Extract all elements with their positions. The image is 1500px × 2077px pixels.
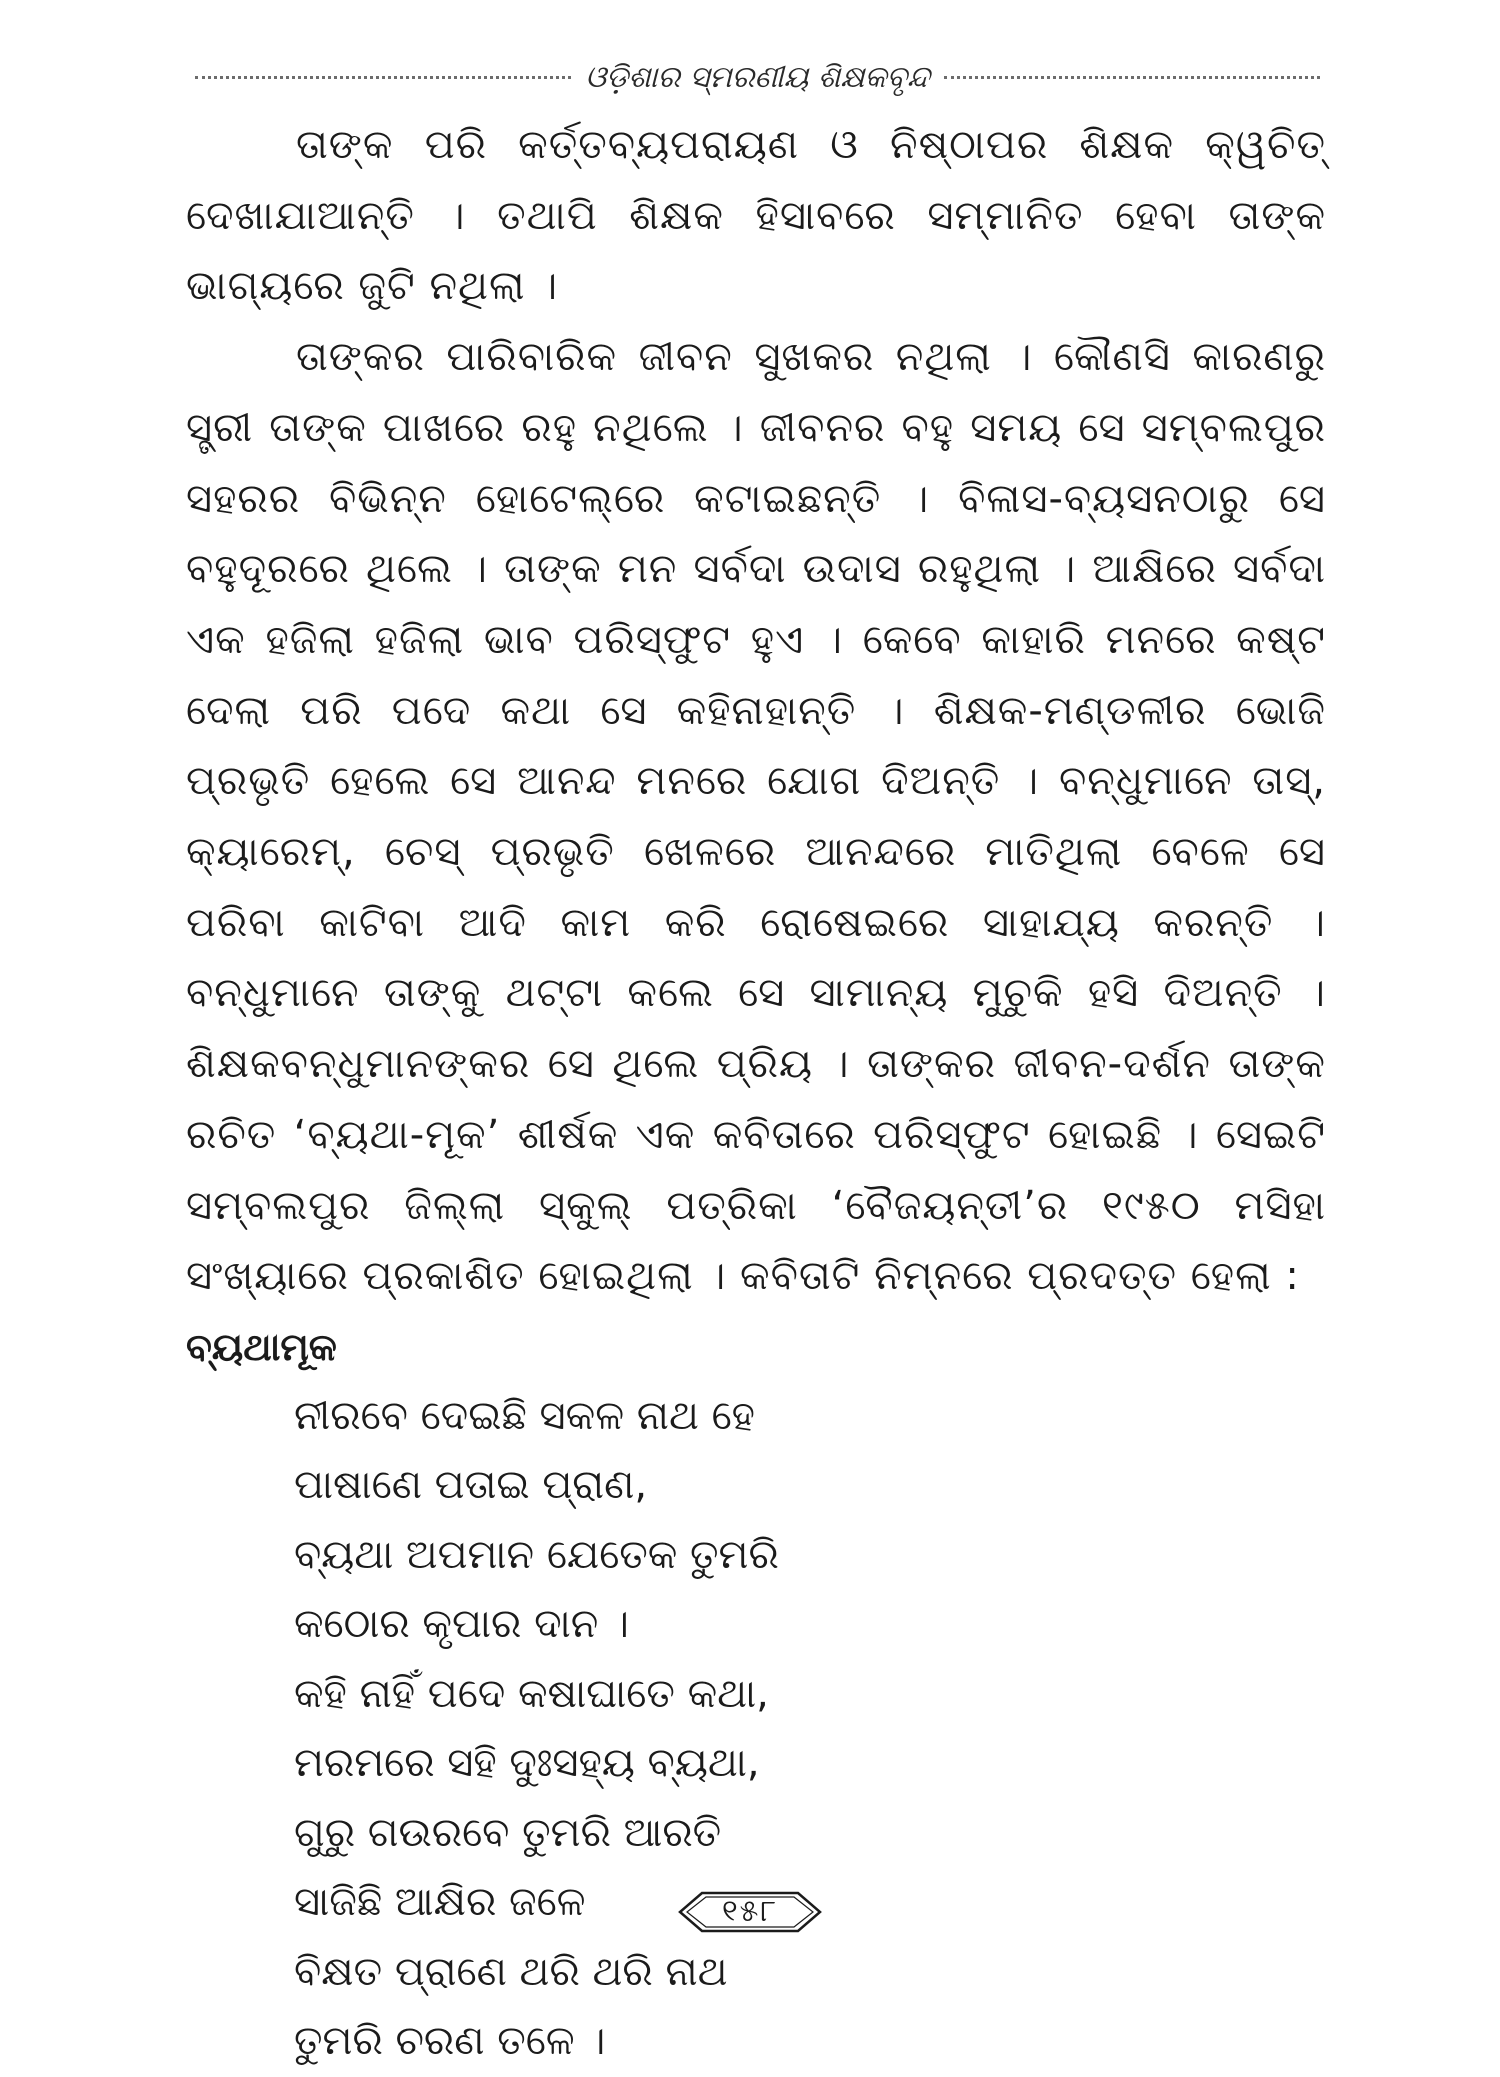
poem: [186, 1382, 1326, 2077]
running-header: [195, 52, 1320, 102]
poem-line: ତୁମରି ଚରଣ ତଳେ ।: [294, 2018, 606, 2065]
paragraph-1: ତାଙ୍କ ପରି କର୍ତ୍ତବ୍ୟପରାୟଣ ଓ ନିଷ୍ଠାପର ଶିକ୍ଷକ କ୍ୱଚିତ୍ ଦେଖାଯାଆନ୍ତି । ତଥାପି ଶିକ୍ଷକ ହିସାବରେ ସମ୍ମାନିତ ହେବା ତାଙ୍କ ଭାଗ୍ୟରେ ଜୁଟି ନଥିଲା ।: [186, 122, 1326, 310]
poem-title: ବ୍ୟଥାମୂକ: [186, 1324, 337, 1369]
poem-line: ବିକ୍ଷତ ପ୍ରାଣେ ଥରି ଥରି ନାଥ: [294, 1948, 728, 1995]
poem-line: କହି ନାହିଁ ପଦେ କଷାଘାତେ କଥା,: [294, 1670, 769, 1717]
running-header-title: ଓଡ଼ିଶାର ସ୍ମରଣୀୟ ଶିକ୍ଷକବୃନ୍ଦ: [585, 59, 930, 95]
poem-line: ଗୁରୁ ଗଉରବେ ତୁମରି ଆରତି: [294, 1809, 722, 1856]
page-number-badge: [676, 1888, 824, 1936]
poem-line: ପାଷାଣେ ପତାଇ ପ୍ରାଣ,: [294, 1462, 648, 1509]
header-rule-right: [944, 76, 1320, 79]
page-number: ୧୫୮: [721, 1894, 778, 1929]
poem-line: ବ୍ୟଥା ଅପମାନ ଯେତେକ ତୁମରି: [294, 1531, 779, 1578]
page-body: [186, 110, 1326, 2077]
poem-line: ନୀରବେ ଦେଇଛି ସକଳ ନାଥ ହେ: [294, 1392, 755, 1439]
paragraph-2: ତାଙ୍କର ପାରିବାରିକ ଜୀବନ ସୁଖକର ନଥିଲା । କୌଣସି କାରଣରୁ ସ୍ତ୍ରୀ ତାଙ୍କ ପାଖରେ ରହୁ ନଥିଲେ । ଜୀବନର ବହୁ ସମୟ ସେ ସମ୍ବଲପୁର ସହରର ବିଭିନ୍ନ ହୋଟେଲ୍‌ରେ କଟାଇଛନ୍ତି । ବିଳାସ-ବ୍ୟସନଠାରୁ ସେ ବହୁଦୂରରେ ଥିଲେ । ତାଙ୍କ ମନ ସର୍ବଦା ଉଦାସ ରହୁଥିଲା । ଆକ୍ଷିରେ ସର୍ବଦା ଏକ ହଜିଲା ହଜିଲା ଭାବ ପରିସ୍ଫୁଟ ହୁଏ । କେବେ କାହାରି ମନରେ କଷ୍ଟ ଦେଲା ପରି ପଦେ କଥା ସେ କହିନାହାନ୍ତି । ଶିକ୍ଷକ-ମଣ୍ଡଳୀର ଭୋଜି ପ୍ରଭୃତି ହେଲେ ସେ ଆନନ୍ଦ ମନରେ ଯୋଗ ଦିଅନ୍ତି । ବନ୍ଧୁମାନେ ତାସ୍, କ୍ୟାରେମ୍, ଚେସ୍ ପ୍ରଭୃତି ଖେଳରେ ଆନନ୍ଦରେ ମାତିଥିଲା ବେଳେ ସେ ପରିବା କାଟିବା ଆଦି କାମ କରି ରୋଷେଇରେ ସାହାଯ୍ୟ କରନ୍ତି । ବନ୍ଧୁମାନେ ତାଙ୍କୁ ଥଟ୍ଟା କଲେ ସେ ସାମାନ୍ୟ ମୁଚୁକି ହସି ଦିଅନ୍ତି । ଶିକ୍ଷକବନ୍ଧୁମାନଙ୍କର ସେ ଥିଲେ ପ୍ରିୟ । ତାଙ୍କର ଜୀବନ-ଦର୍ଶନ ତାଙ୍କ ରଚିତ ‘ବ୍ୟଥା-ମୂକ’ ଶୀର୍ଷକ ଏକ କବିତାରେ ପରିସ୍ଫୁଟ ହୋଇଛି । ସେଇଟି ସମ୍ବଲପୁର ଜିଲ୍ଲା ସ୍କୁଲ୍ ପତ୍ରିକା ‘ବୈଜୟନ୍ତୀ’ର ୧୯୫୦ ମସିହା ସଂଖ୍ୟାରେ ପ୍ରକାଶିତ ହୋଇଥିଲା । କବିତାଟି ନିମ୍ନରେ ପ୍ରଦତ୍ତ ହେଲା :: [186, 334, 1326, 1300]
header-rule-left: [195, 76, 571, 79]
poem-line: ସାଜିଛି ଆକ୍ଷିର ଜଳେ: [294, 1879, 586, 1926]
poem-line: କଠୋର କୃପାର ଦାନ ।: [294, 1601, 629, 1648]
poem-line: ମରମରେ ସହି ଦୁଃସହ୍ୟ ବ୍ୟଥା,: [294, 1740, 760, 1787]
